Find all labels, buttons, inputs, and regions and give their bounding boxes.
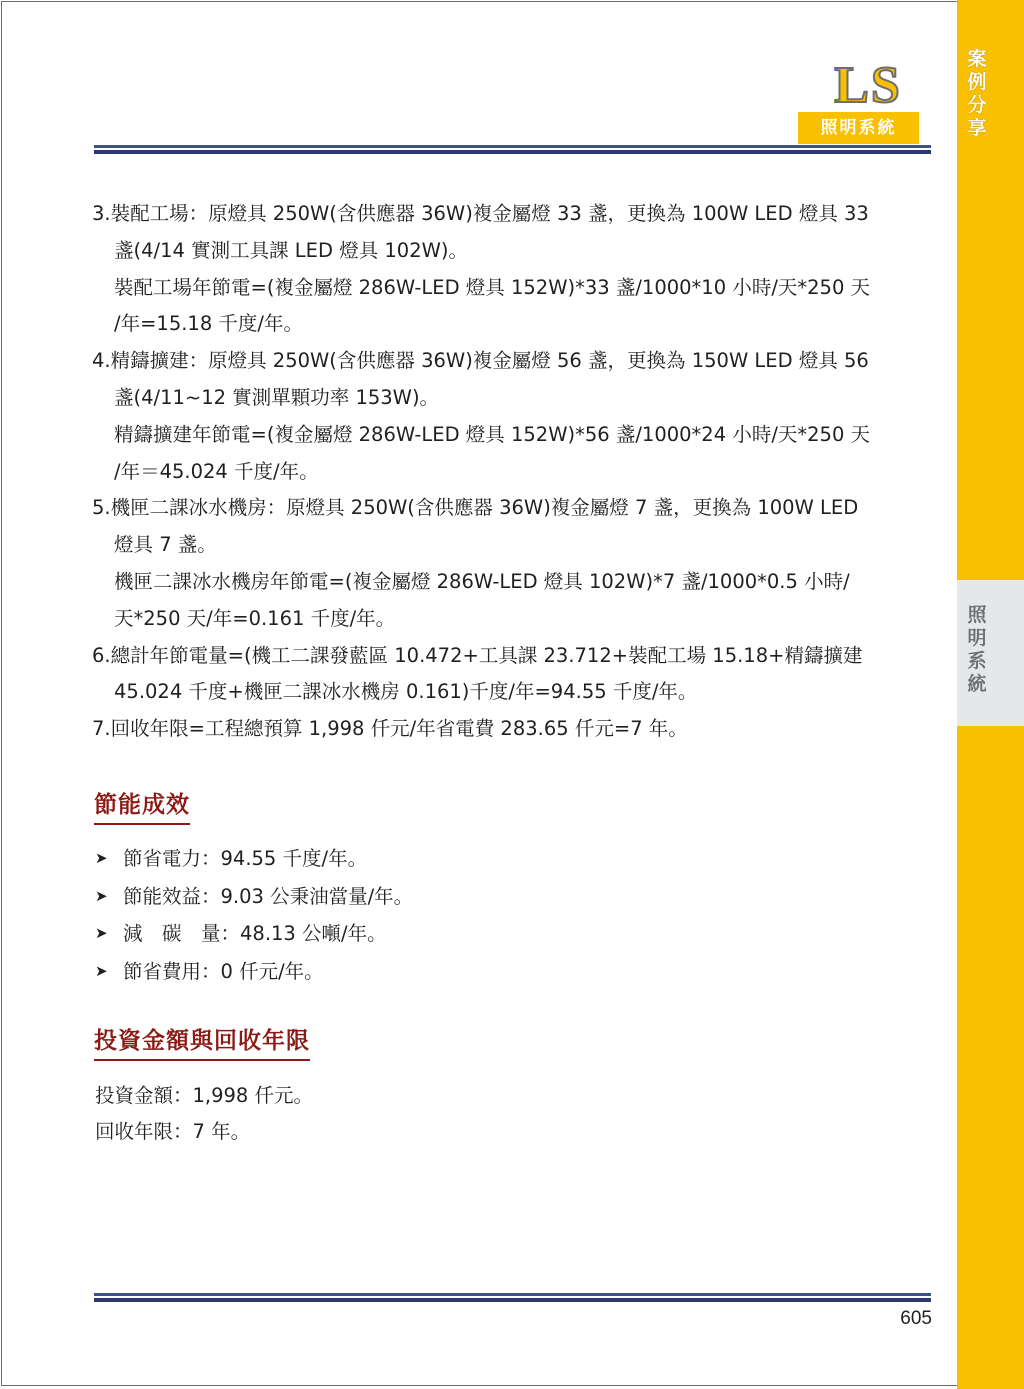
list-item: [95, 953, 413, 991]
item-3: [92, 196, 932, 343]
list-item-text: 節能效益：9.03 公秉油當量/年。: [123, 884, 414, 908]
item-calc-line: /年＝45.024 千度/年。: [114, 459, 319, 483]
item-heading: 3.裝配工場：原燈具 250W(含供應器 36W)複金屬燈 33 盞，更換為 100W LED 燈具 33: [92, 202, 869, 225]
arrow-bullet-icon: ➤: [95, 849, 108, 867]
item-heading: 6.總計年節電量=(機工二課發藍區 10.472+工具課 23.712+裝配工場 15.18+精鑄擴建: [92, 643, 863, 667]
item-7: [92, 711, 932, 748]
ls-logo-icon: [812, 60, 924, 108]
item-calc-line: 機匣二課冰水機房年節電=(複金屬燈 286W-LED 燈具 102W)*7 盞/1000*0.5 小時/: [114, 569, 850, 593]
arrow-bullet-icon: ➤: [95, 924, 108, 942]
list-item-text: 減 碳 量：48.13 公噸/年。: [123, 922, 387, 945]
item-4: [92, 343, 932, 490]
page-number: 605: [900, 1308, 932, 1329]
arrow-bullet-icon: ➤: [95, 961, 108, 980]
list-item: [95, 840, 413, 878]
item-heading: 4.精鑄擴建：原燈具 250W(含供應器 36W)複金屬燈 56 盞，更換為 150W LED 燈具 56: [92, 349, 869, 373]
side-tab-case-label: 案例分享: [967, 48, 987, 139]
item-continuation: 盞(4/14 實測工具課 LED 燈具 102W)。: [114, 238, 468, 262]
body-content: [92, 196, 932, 748]
item-calc-line: 天*250 天/年=0.161 千度/年。: [114, 606, 396, 630]
investment-amount: 投資金額：1,998 仟元。: [95, 1084, 314, 1107]
item-6: [92, 638, 932, 712]
footer-rule: [94, 1293, 931, 1302]
logo-label: 照明系統: [798, 112, 919, 144]
list-item: [95, 878, 413, 916]
header-rule: [94, 145, 931, 154]
item-5: [92, 490, 932, 637]
section-title-energy-results: 節能成效: [94, 786, 190, 825]
investment-lines: [95, 1078, 313, 1150]
results-list: [95, 840, 413, 990]
item-continuation: 燈具 7 盞。: [114, 533, 217, 557]
item-calc-line: 裝配工場年節電=(複金屬燈 286W-LED 燈具 152W)*33 盞/1000*10 小時/天*250 天: [114, 275, 871, 299]
item-calc-line: 精鑄擴建年節電=(複金屬燈 286W-LED 燈具 152W)*56 盞/1000*24 小時/天*250 天: [114, 422, 871, 446]
list-item-text: 節省電力：94.55 千度/年。: [123, 847, 368, 870]
list-item: [95, 915, 413, 953]
section-title-investment: 投資金額與回收年限: [94, 1022, 310, 1061]
logo-letters: LS: [834, 60, 902, 108]
payback-period: 回收年限：7 年。: [95, 1120, 251, 1143]
item-calc-line: /年=15.18 千度/年。: [114, 312, 304, 336]
item-heading: 7.回收年限=工程總預算 1,998 仟元/年省電費 283.65 仟元=7 年。: [92, 717, 688, 741]
item-heading: 5.機匣二課冰水機房：原燈具 250W(含供應器 36W)複金屬燈 7 盞，更換為 100W LED: [92, 496, 859, 520]
item-continuation: 45.024 千度+機匣二課冰水機房 0.161)千度/年=94.55 千度/年。: [114, 680, 698, 704]
side-tab-section-label: 照明系統: [967, 604, 987, 695]
item-continuation: 盞(4/11~12 實測單顆功率 153W)。: [114, 385, 440, 409]
list-item-text: 節省費用：0 仟元/年。: [123, 959, 324, 983]
arrow-bullet-icon: ➤: [95, 886, 108, 905]
